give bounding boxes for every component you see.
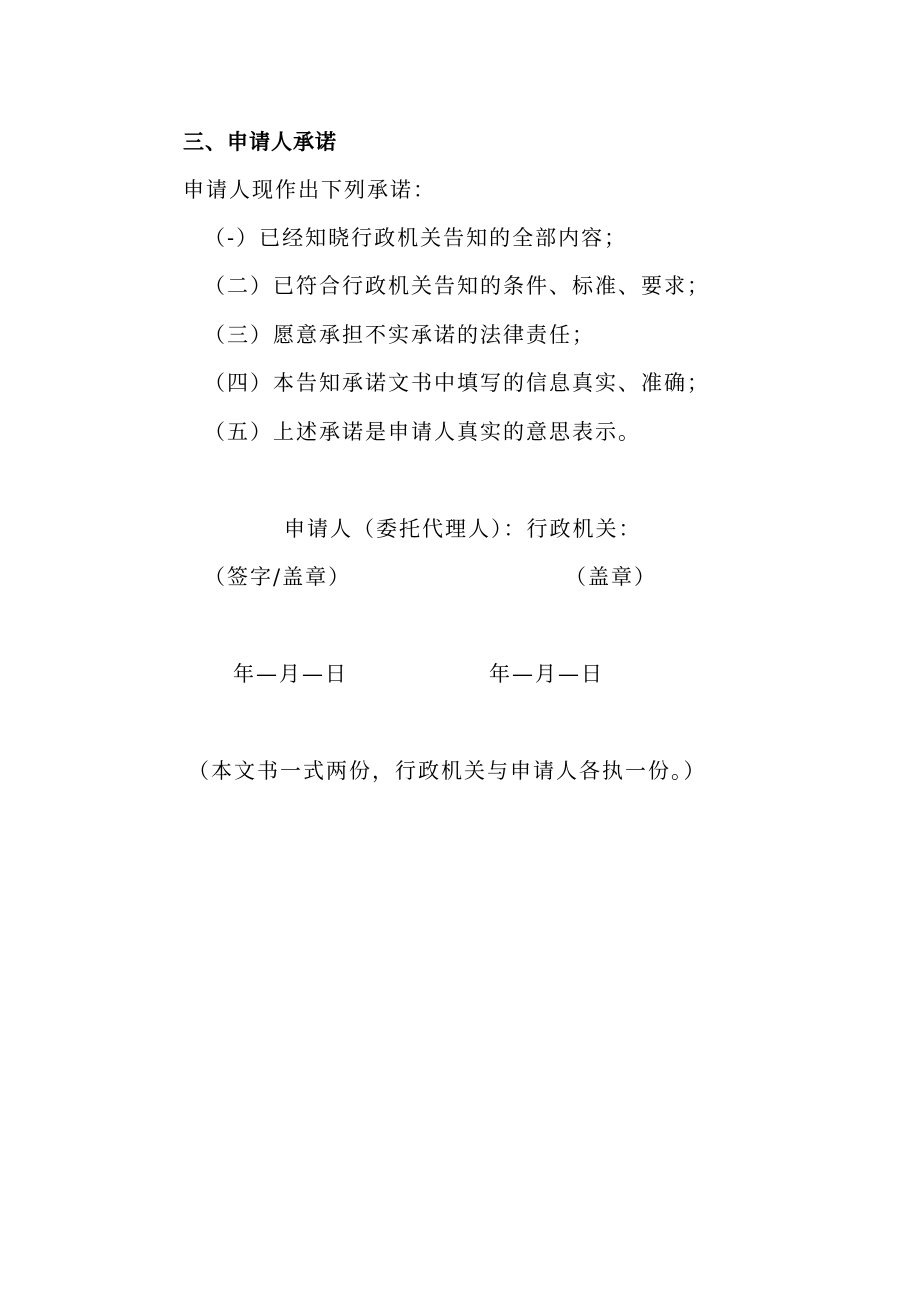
authority-seal-label: （盖章）	[565, 565, 657, 589]
commitment-item-4: （四）本告知承诺文书中填写的信息真实、准确；	[204, 371, 710, 395]
section-heading: 三、申请人承诺	[183, 130, 337, 154]
applicant-date: 年—月—日	[233, 662, 348, 686]
authority-date: 年—月—日	[489, 662, 604, 686]
commitment-item-2: （二）已符合行政机关告知的条件、标准、要求；	[204, 274, 710, 298]
commitment-item-1: （-）已经知晓行政机关告知的全部内容；	[204, 226, 628, 250]
commitment-item-5: （五）上述承诺是申请人真实的意思表示。	[204, 420, 641, 444]
intro-text: 申请人现作出下列承诺：	[183, 178, 436, 202]
footnote: （本文书一式两份，行政机关与申请人各执一份。）	[188, 759, 707, 783]
signature-parties-line: 申请人（委托代理人）：行政机关：	[284, 517, 642, 541]
applicant-signature-label: （签字/盖章）	[204, 565, 352, 589]
commitment-item-3: （三）愿意承担不实承诺的法律责任；	[204, 323, 595, 347]
